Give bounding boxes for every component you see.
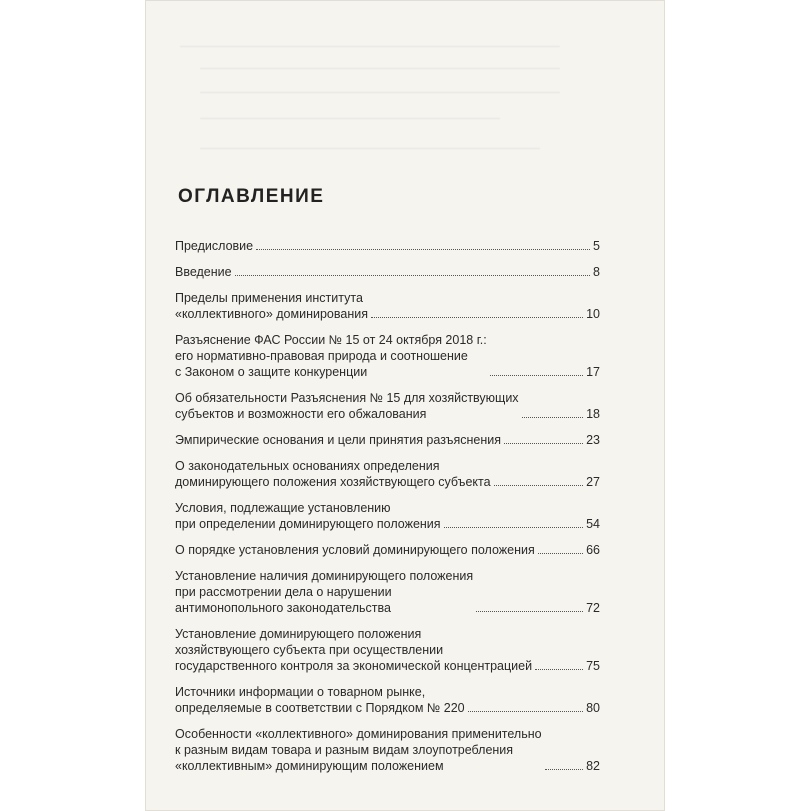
toc-entry-title: Предисловие — [175, 239, 254, 253]
dot-leader — [494, 485, 584, 486]
dot-leader — [371, 317, 583, 318]
toc-entry-title: Введение — [175, 265, 232, 279]
toc-entry-legislative-grounds[interactable] — [175, 458, 600, 490]
toc-entry-title: Особенности «коллективного» доминирования применительно к разным видам товара и разным видам злоупотребления «коллективным» доминирующим положением — [175, 727, 542, 773]
toc-entry-page: 75 — [586, 659, 600, 673]
toc-entry-page: 54 — [586, 517, 600, 531]
toc-entry-title: О порядке установления условий доминирующего положения — [175, 543, 535, 557]
toc-entry-title: Эмпирические основания и цели принятия разъяснения — [175, 433, 501, 447]
toc-entry-case-review[interactable] — [175, 568, 600, 616]
toc-entry-page: 17 — [586, 365, 600, 379]
toc-entry-title: Об обязательности Разъяснения № 15 для хозяйствующих субъектов и возможности его обжалования — [175, 391, 519, 421]
toc-entry-title: О законодательных основаниях определения доминирующего положения хозяйствующего субъекта — [175, 459, 491, 489]
toc-entry-title: Условия, подлежащие установлению при определении доминирующего положения — [175, 501, 441, 531]
toc-entry-title: Источники информации о товарном рынке, определяемые в соответствии с Порядком № 220 — [175, 685, 465, 715]
dot-leader — [545, 769, 584, 770]
dot-leader — [538, 553, 583, 554]
toc-entry-page: 8 — [593, 265, 600, 279]
show-through-line-4 — [200, 118, 500, 119]
toc-entry-introduction[interactable] — [175, 264, 600, 280]
dot-leader — [504, 443, 583, 444]
toc-entry-collective-dominance-features[interactable] — [175, 726, 600, 774]
table-of-contents — [175, 238, 600, 784]
toc-entry-page: 66 — [586, 543, 600, 557]
toc-entry-preface[interactable] — [175, 238, 600, 254]
dot-leader — [235, 275, 590, 276]
toc-entry-page: 18 — [586, 407, 600, 421]
toc-entry-page: 5 — [593, 239, 600, 253]
toc-entry-page: 27 — [586, 475, 600, 489]
toc-entry-procedure[interactable] — [175, 542, 600, 558]
show-through-line-2 — [200, 68, 560, 69]
toc-entry-concentration-control[interactable] — [175, 626, 600, 674]
toc-entry-title: Пределы применения института «коллективного» доминирования — [175, 291, 368, 321]
dot-leader — [490, 375, 583, 376]
toc-entry-title: Установление наличия доминирующего положения при рассмотрении дела о нарушении антимонопольного законодательства — [175, 569, 474, 615]
toc-entry-limits[interactable] — [175, 290, 600, 322]
toc-entry-title: Разъяснение ФАС России № 15 от 24 октября 2018 г.: его нормативно-правовая природа и соотношение с Законом о защите конкуренции — [175, 333, 487, 379]
dot-leader — [476, 611, 583, 612]
toc-entry-empirical[interactable] — [175, 432, 600, 448]
toc-entry-page: 10 — [586, 307, 600, 321]
toc-entry-fas-clarification[interactable] — [175, 332, 600, 380]
toc-entry-page: 23 — [586, 433, 600, 447]
toc-entry-page: 82 — [586, 759, 600, 773]
toc-entry-page: 80 — [586, 701, 600, 715]
show-through-line-3 — [200, 92, 560, 93]
dot-leader — [444, 527, 584, 528]
show-through-line-1 — [180, 46, 560, 47]
dot-leader — [522, 417, 584, 418]
toc-entry-obligation[interactable] — [175, 390, 600, 422]
dot-leader — [468, 711, 583, 712]
toc-entry-title: Установление доминирующего положения хозяйствующего субъекта при осуществлении государственного контроля за экономической концентрацией — [175, 627, 533, 673]
dot-leader — [256, 249, 590, 250]
toc-entry-page: 72 — [586, 601, 600, 615]
toc-entry-conditions[interactable] — [175, 500, 600, 532]
dot-leader — [535, 669, 583, 670]
page-title: ОГЛАВЛЕНИЕ — [178, 186, 325, 207]
show-through-line-5 — [200, 148, 540, 149]
toc-entry-information-sources[interactable] — [175, 684, 600, 716]
